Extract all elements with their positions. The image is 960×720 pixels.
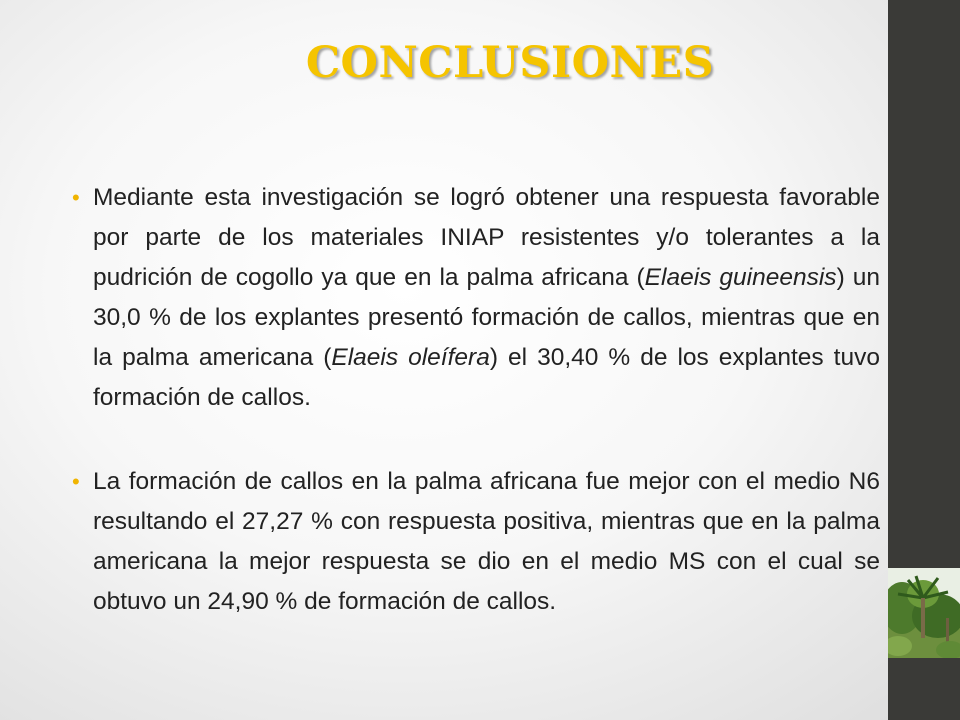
species-name: Elaeis guineensis: [644, 264, 837, 291]
palm-trees-image: [888, 568, 960, 658]
species-name: Elaeis oleífera: [331, 344, 490, 371]
bullet-text: La formación de callos en la palma africana fue mejor con el medio N6 resultando el 27,27 % con respuesta positiva, mientras que en la palma americana la mejor respuesta se dio en el medio MS con el cual se obtuvo un 24,90 % de formación de callos.: [93, 468, 880, 615]
slide-title: CONCLUSIONES: [305, 38, 715, 88]
bullet-icon: •: [72, 185, 80, 210]
bullet-icon: •: [72, 469, 80, 494]
palm-trees-photo: [888, 568, 960, 658]
bullet-text: Mediante esta investigación se logró obtener una respuesta favorable por parte de los materiales INIAP resistentes y/o tolerantes a la pudrición de cogollo ya que en la palma africana (Elaeis guineensis) un 30,0 % de los explantes presentó formación de callos, mientras que en la palma americana (Elaeis oleífera) el 30,40 % de los explantes tuvo formación de callos.: [93, 184, 880, 411]
bullet-item: [72, 462, 880, 622]
bullet-item: [72, 178, 880, 418]
bullet-list: [72, 178, 880, 666]
